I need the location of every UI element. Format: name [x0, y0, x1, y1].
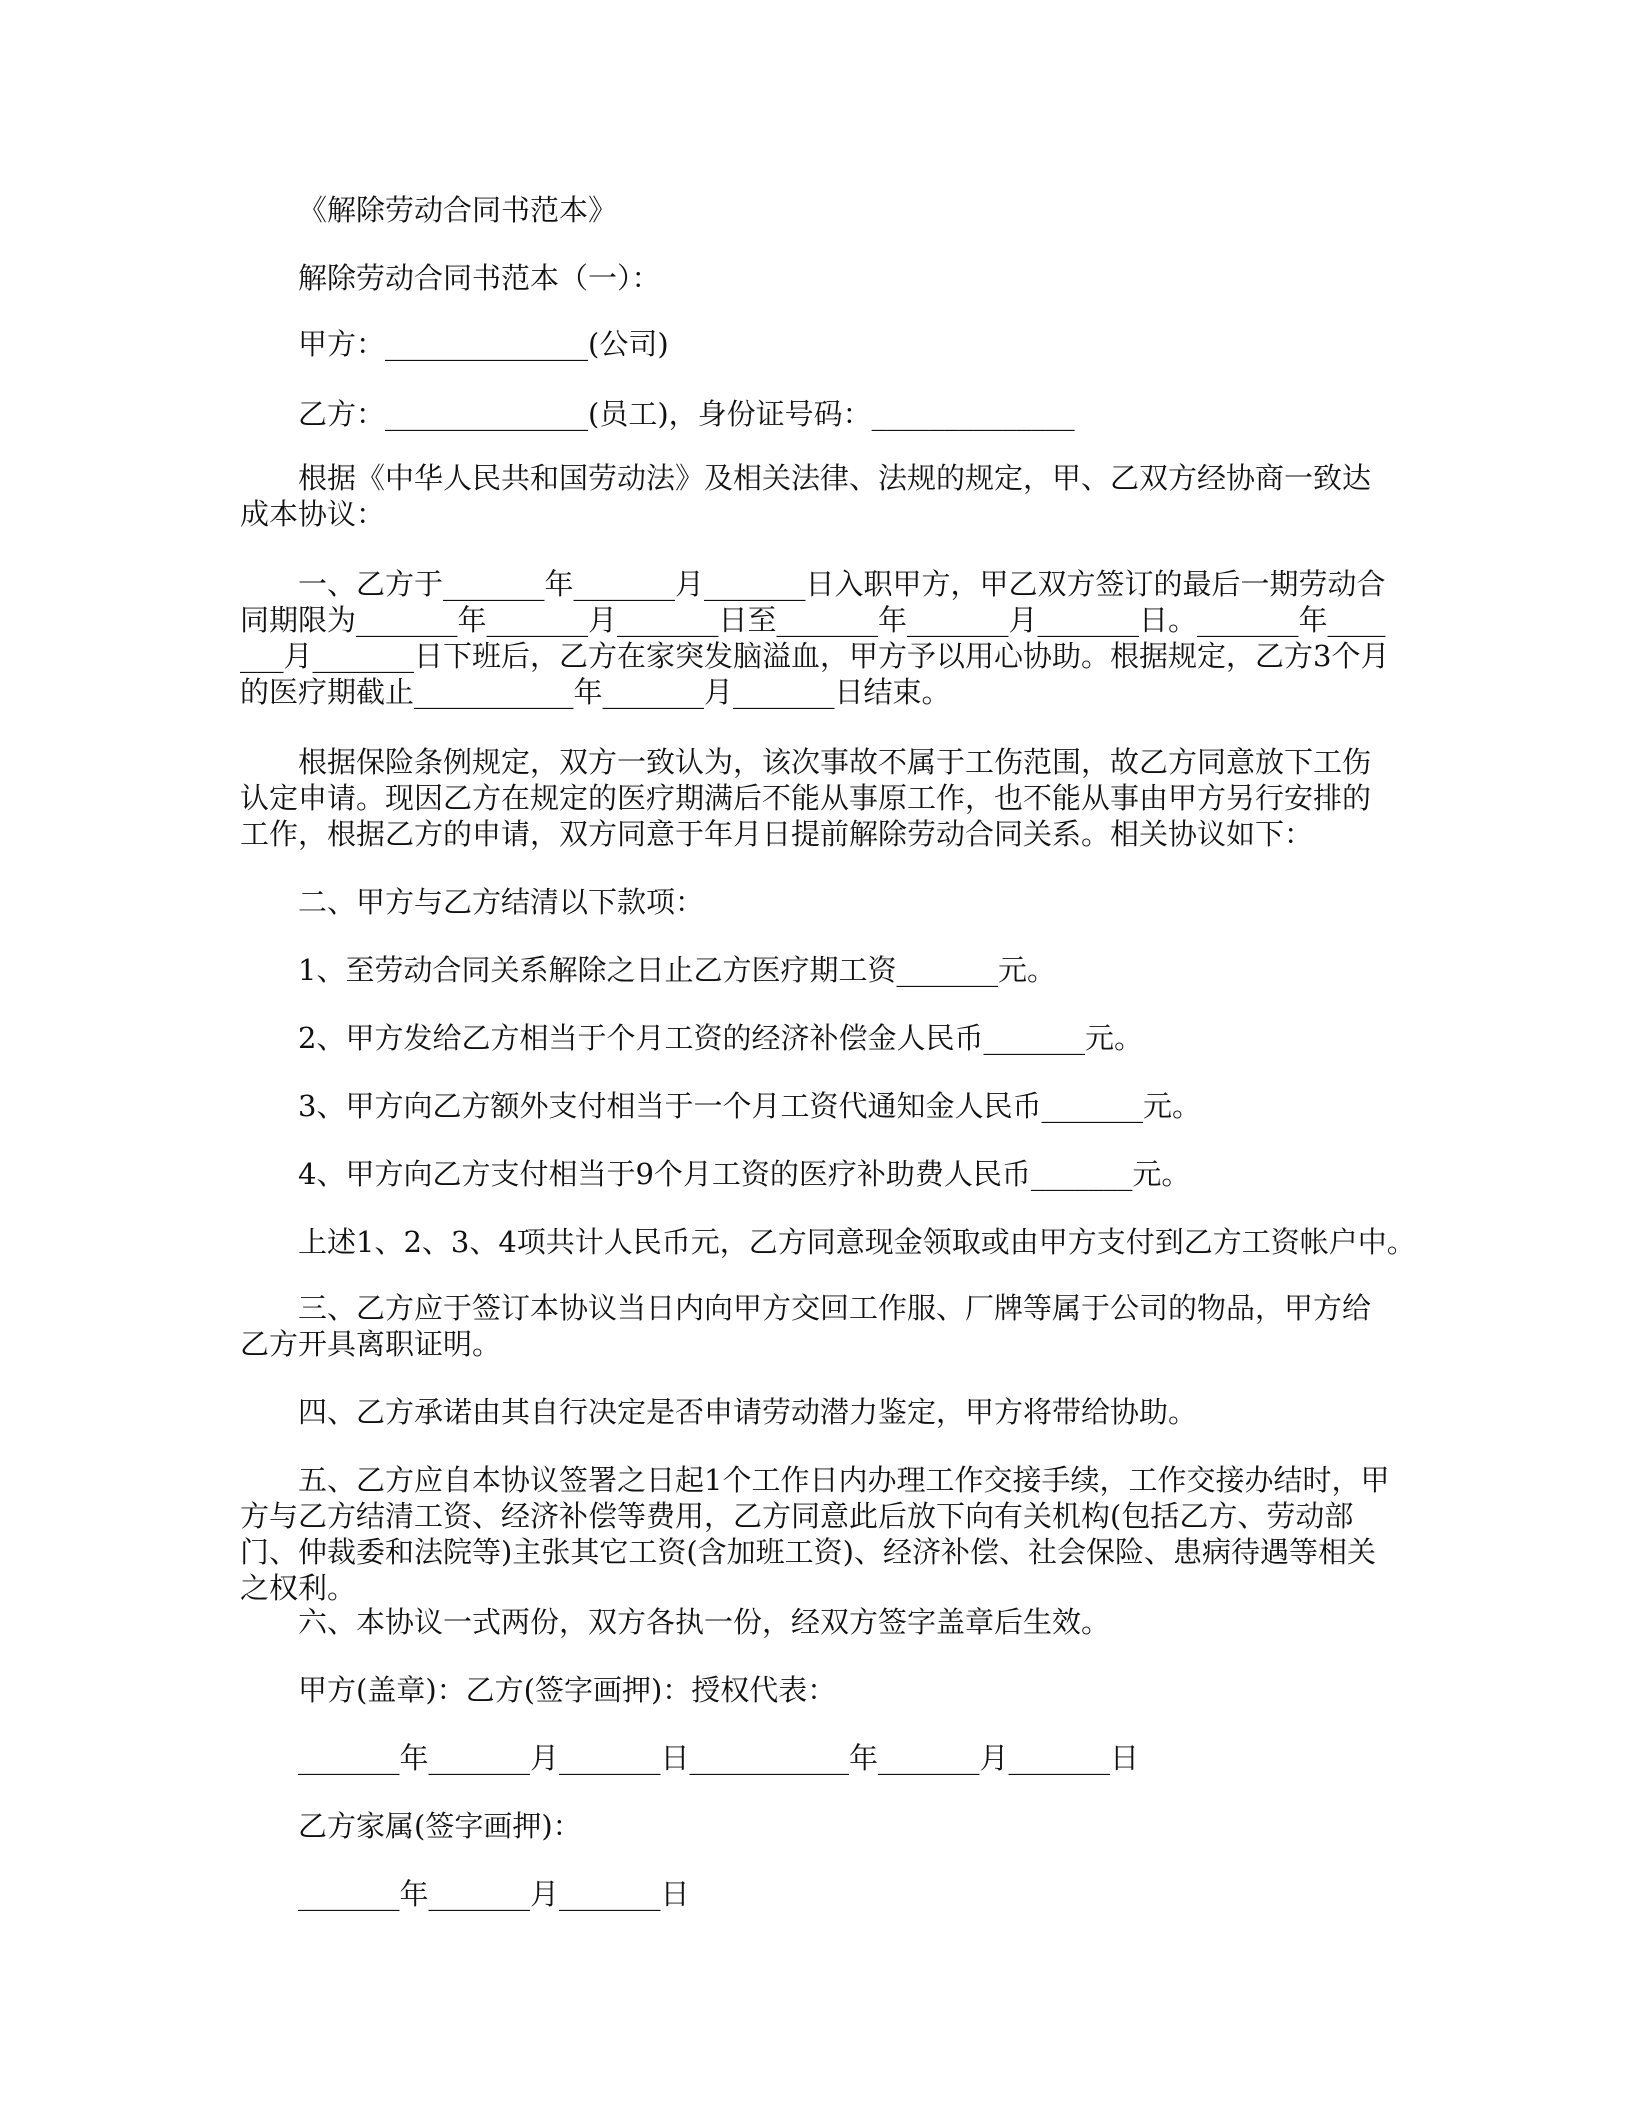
payment-item-4: 4、甲方向乙方支付相当于9个月工资的医疗补助费人民币_______元。	[298, 1157, 1191, 1191]
family-date-line: _______年_______月_______日	[298, 1877, 690, 1911]
clause-4: 四、乙方承诺由其自行决定是否申请劳动潜力鉴定，甲方将带给协助。	[298, 1395, 1198, 1429]
payment-item-2: 2、甲方发给乙方相当于个月工资的经济补偿金人民币_______元。	[298, 1021, 1143, 1055]
family-signature-line: 乙方家属(签字画押)：	[298, 1809, 582, 1843]
clause-5: 五、乙方应自本协议签署之日起1个工作日内办理工作交接手续，工作交接办结时，甲方与乙方结清工资、经济补偿等费用，乙方同意此后放下向有关机构(包括乙方、劳动部门、仲裁委和法院等)主张其它工资(含加班工资)、经济补偿、社会保险、患病待遇等相关之权利。	[240, 1463, 1390, 1605]
signature-date-line: _______年_______月_______日___________年_______月_______日	[298, 1741, 1140, 1775]
payment-total: 上述1、2、3、4项共计人民币元，乙方同意现金领取或由甲方支付到乙方工资帐户中。	[298, 1225, 1416, 1259]
payment-item-1: 1、至劳动合同关系解除之日止乙方医疗期工资_______元。	[298, 953, 1056, 987]
signature-line: 甲方(盖章)：乙方(签字画押)：授权代表：	[298, 1673, 837, 1707]
intro-paragraph: 根据《中华人民共和国劳动法》及相关法律、法规的规定，甲、乙双方经协商一致达成本协议：	[240, 461, 1372, 531]
clause-6: 六、本协议一式两份，双方各执一份，经双方签字盖章后生效。	[298, 1605, 1111, 1639]
clause-1: 一、乙方于_______年_______月_______日入职甲方，甲乙双方签订的最后一期劳动合同期限为_______年_______月_______日至_______年_______月_______日。_______年_______月_______日下班后，乙方在家突发脑溢血，甲方予以用心协助。根据规定，乙方3个月的医疗期截止___________年_______月_______日结束。	[240, 567, 1390, 709]
payment-item-3: 3、甲方向乙方额外支付相当于一个月工资代通知金人民币_______元。	[298, 1089, 1201, 1123]
clause-1-continued: 根据保险条例规定，双方一致认为，该次事故不属于工伤范围，故乙方同意放下工伤认定申请。现因乙方在规定的医疗期满后不能从事原工作，也不能从事由甲方另行安排的工作，根据乙方的申请，双方同意于年月日提前解除劳动合同关系。相关协议如下：	[240, 745, 1372, 851]
clause-2: 二、甲方与乙方结清以下款项：	[298, 885, 705, 919]
clause-3: 三、乙方应于签订本协议当日内向甲方交回工作服、厂牌等属于公司的物品，甲方给乙方开具离职证明。	[240, 1291, 1372, 1361]
party-a-line: 甲方：______________(公司)	[298, 327, 669, 361]
party-b-line: 乙方：______________(员工)，身份证号码：______________	[298, 397, 1075, 431]
document-title: 《解除劳动合同书范本》	[298, 193, 618, 227]
document-subtitle: 解除劳动合同书范本（一）：	[298, 261, 661, 295]
